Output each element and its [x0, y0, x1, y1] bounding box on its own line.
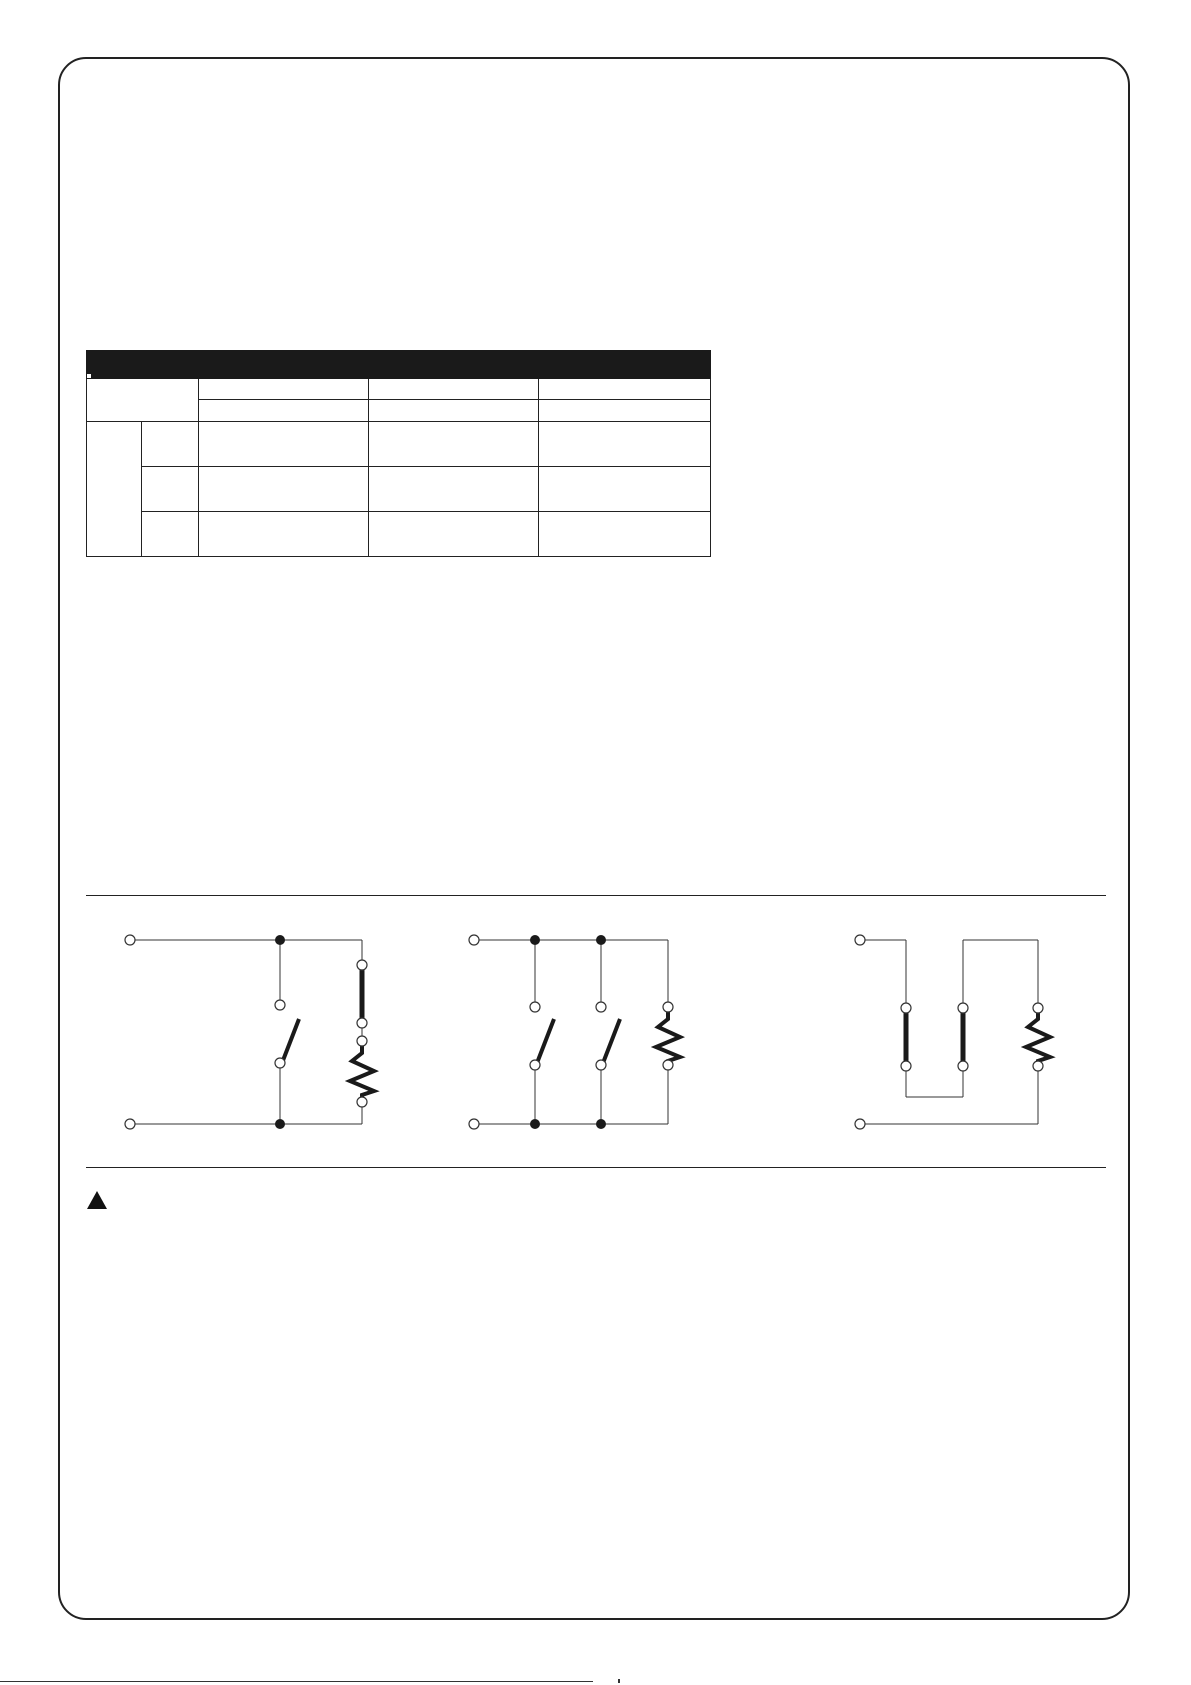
spec-table [86, 350, 711, 557]
terminal-open [469, 1119, 479, 1129]
switch-lever [537, 1019, 554, 1063]
table-cell [199, 400, 369, 422]
table-row [87, 467, 711, 512]
wiring-diagram-1 [130, 940, 362, 1124]
resistor-icon [350, 1043, 374, 1100]
wiring-diagram-3 [860, 940, 1038, 1124]
warning-triangle-icon [86, 1190, 108, 1210]
junction-dot [275, 935, 285, 945]
table-cell [199, 379, 369, 400]
diagram-bottom-rule [86, 1167, 1106, 1168]
switch-lever [603, 1019, 620, 1063]
switch-lever [282, 1019, 299, 1063]
table-corner-cell [87, 379, 199, 422]
table-header-bar [87, 351, 711, 379]
terminal-open [596, 1060, 606, 1070]
terminal-open [901, 1061, 911, 1071]
table-cell [539, 512, 711, 557]
junction-dot [530, 1119, 540, 1129]
terminal-open [357, 960, 367, 970]
terminal-open [357, 1036, 367, 1046]
terminal-open [357, 1097, 367, 1107]
table-cell [199, 467, 369, 512]
table-cell [142, 422, 199, 467]
table-cell [199, 512, 369, 557]
resistor-icon [656, 1012, 680, 1065]
table-cell [539, 422, 711, 467]
terminal-open [663, 1060, 673, 1070]
table-cell [369, 422, 539, 467]
terminal-open [855, 935, 865, 945]
table-cell [369, 467, 539, 512]
terminal-open [530, 1002, 540, 1012]
terminal-open [901, 1003, 911, 1013]
table-row [87, 422, 711, 467]
terminal-open [958, 1061, 968, 1071]
table-cell [539, 467, 711, 512]
terminal-open [357, 1018, 367, 1028]
table-cell [539, 379, 711, 400]
resistor-icon [1026, 1012, 1050, 1065]
junction-dot [596, 935, 606, 945]
table-group-cell [87, 422, 142, 557]
footer-mark [618, 1679, 620, 1683]
terminal-open [663, 1002, 673, 1012]
page-frame [58, 57, 1130, 1620]
junction-dot [530, 935, 540, 945]
table-row [87, 379, 711, 400]
table-cell [142, 512, 199, 557]
wiring-diagrams [86, 895, 1106, 1168]
table-row [87, 512, 711, 557]
terminal-open [275, 1000, 285, 1010]
terminal-open [958, 1003, 968, 1013]
junction-dot [275, 1119, 285, 1129]
terminal-open [275, 1058, 285, 1068]
terminal-open [1033, 1003, 1043, 1013]
terminal-open [469, 935, 479, 945]
table-cell [142, 467, 199, 512]
terminal-open [596, 1002, 606, 1012]
terminal-open [530, 1060, 540, 1070]
junction-dot [596, 1119, 606, 1129]
table-cell [369, 379, 539, 400]
table-cell [369, 512, 539, 557]
terminal-open [125, 1119, 135, 1129]
table-header-row [87, 351, 711, 379]
terminal-open [125, 935, 135, 945]
wiring-diagram-2 [474, 940, 668, 1124]
terminal-open [855, 1119, 865, 1129]
table-cell [199, 422, 369, 467]
terminal-open [1033, 1061, 1043, 1071]
footer-rule [0, 1681, 593, 1682]
table-cell [369, 400, 539, 422]
table-cell [539, 400, 711, 422]
